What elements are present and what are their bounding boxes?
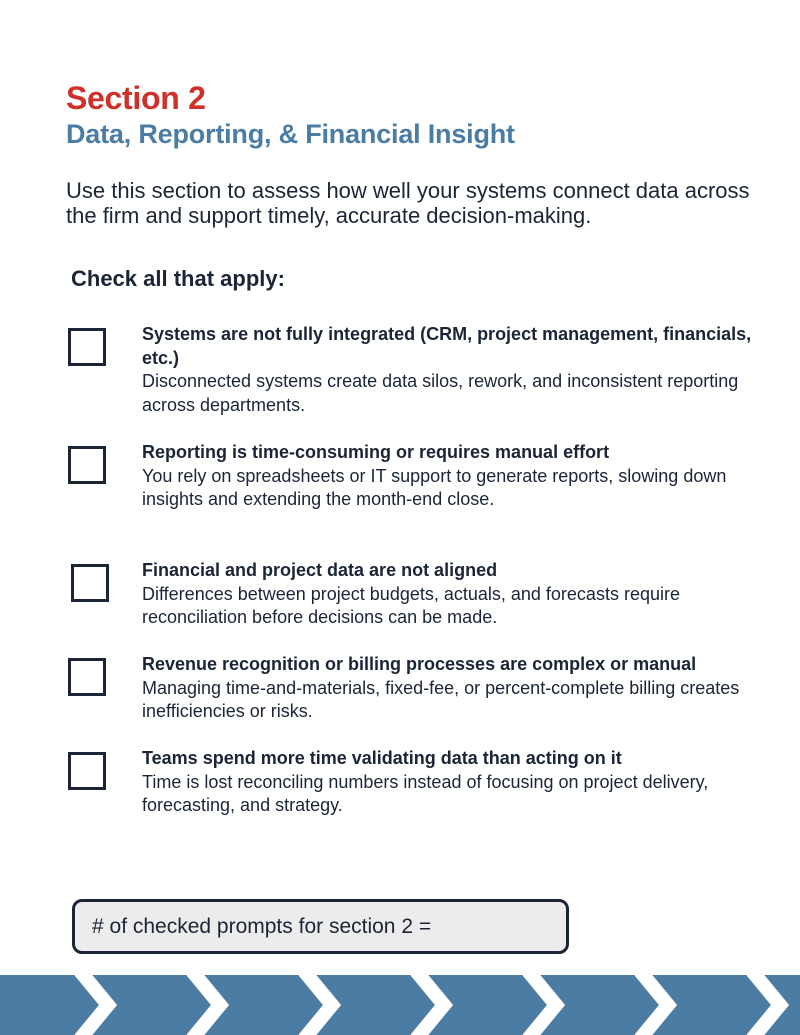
footer-band-background <box>0 975 800 1035</box>
checked-count-label: # of checked prompts for section 2 = <box>92 915 432 938</box>
checkbox[interactable] <box>68 752 106 790</box>
section-title: Data, Reporting, & Financial Insight <box>66 119 515 149</box>
section-intro: Use this section to assess how well your systems connect data across the firm and support timely, accurate decision-making. <box>66 178 750 228</box>
checkbox[interactable] <box>71 564 109 602</box>
checkbox[interactable] <box>68 658 106 696</box>
chevron-footer-band <box>0 975 800 1035</box>
item-description: Differences between project budgets, actuals, and forecasts require reconciliation before decisions can be made. <box>142 583 680 627</box>
item-title: Teams spend more time validating data than acting on it <box>142 748 622 768</box>
item-description: Managing time-and-materials, fixed-fee, or percent-complete billing creates inefficiencies or risks. <box>142 677 740 721</box>
item-title: Reporting is time-consuming or requires manual effort <box>142 442 610 462</box>
check-all-heading: Check all that apply: <box>71 266 285 291</box>
item-title: Systems are not fully integrated (CRM, project management, financials, etc.) <box>142 324 752 368</box>
section-label: Section 2 <box>66 80 206 116</box>
item-title: Revenue recognition or billing processes are complex or manual <box>142 654 697 674</box>
item-description: You rely on spreadsheets or IT support to generate reports, slowing down insights and extending the month-end close. <box>142 465 727 509</box>
checkbox[interactable] <box>68 446 106 484</box>
checked-count-field[interactable] <box>72 899 569 954</box>
item-description: Disconnected systems create data silos, rework, and inconsistent reporting across departments. <box>142 371 739 415</box>
item-title: Financial and project data are not aligned <box>142 560 498 580</box>
checkbox[interactable] <box>68 328 106 366</box>
item-description: Time is lost reconciling numbers instead of focusing on project delivery, forecasting, and strategy. <box>142 771 709 815</box>
